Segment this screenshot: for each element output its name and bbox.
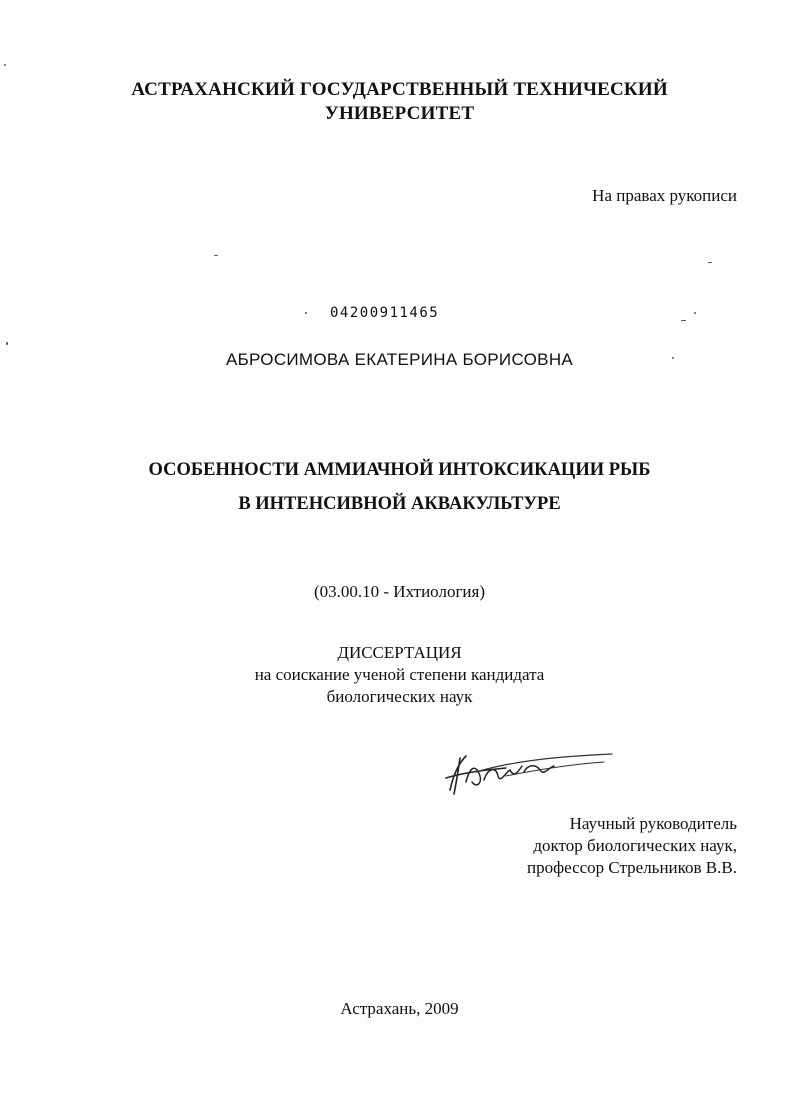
title-line-1: ОСОБЕННОСТИ АММИАЧНОЙ ИНТОКСИКАЦИИ РЫБ xyxy=(148,460,651,480)
university-heading xyxy=(0,78,799,126)
document-type xyxy=(0,642,799,708)
scan-speck xyxy=(6,342,8,345)
document-type-line-2: на соискание ученой степени кандидата xyxy=(254,665,545,684)
title-line-2: В ИНТЕНСИВНОЙ АКВАКУЛЬТУРЕ xyxy=(238,494,561,514)
specialty-code: (03.00.10 - Ихтиология) xyxy=(313,582,485,601)
scan-speck xyxy=(694,312,696,314)
scan-speck xyxy=(672,357,674,359)
city-year: Астрахань, 2009 xyxy=(340,999,459,1018)
rights-note: На правах рукописи xyxy=(592,186,737,205)
scan-speck xyxy=(4,64,6,66)
university-line-2: УНИВЕРСИТЕТ xyxy=(324,103,475,124)
supervisor-block xyxy=(527,813,737,879)
scan-speck xyxy=(214,255,218,256)
scan-speck xyxy=(708,262,712,263)
document-type-heading: ДИССЕРТАЦИЯ xyxy=(337,643,462,662)
registry-code: 04200911465 xyxy=(330,305,440,321)
document-type-line-3: биологических наук xyxy=(326,687,473,706)
university-line-1: АСТРАХАНСКИЙ ГОСУДАРСТВЕННЫЙ ТЕХНИЧЕСКИЙ xyxy=(131,79,668,100)
scan-speck xyxy=(305,312,307,314)
supervisor-line-3: профессор Стрельников В.В. xyxy=(526,858,737,877)
supervisor-line-1: Научный руководитель xyxy=(569,814,737,833)
dissertation-title xyxy=(0,453,799,521)
handwritten-signature xyxy=(436,742,616,802)
supervisor-line-2: доктор биологических наук, xyxy=(533,836,737,855)
scan-speck xyxy=(681,320,686,321)
author-name: АБРОСИМОВА ЕКАТЕРИНА БОРИСОВНА xyxy=(225,350,574,369)
